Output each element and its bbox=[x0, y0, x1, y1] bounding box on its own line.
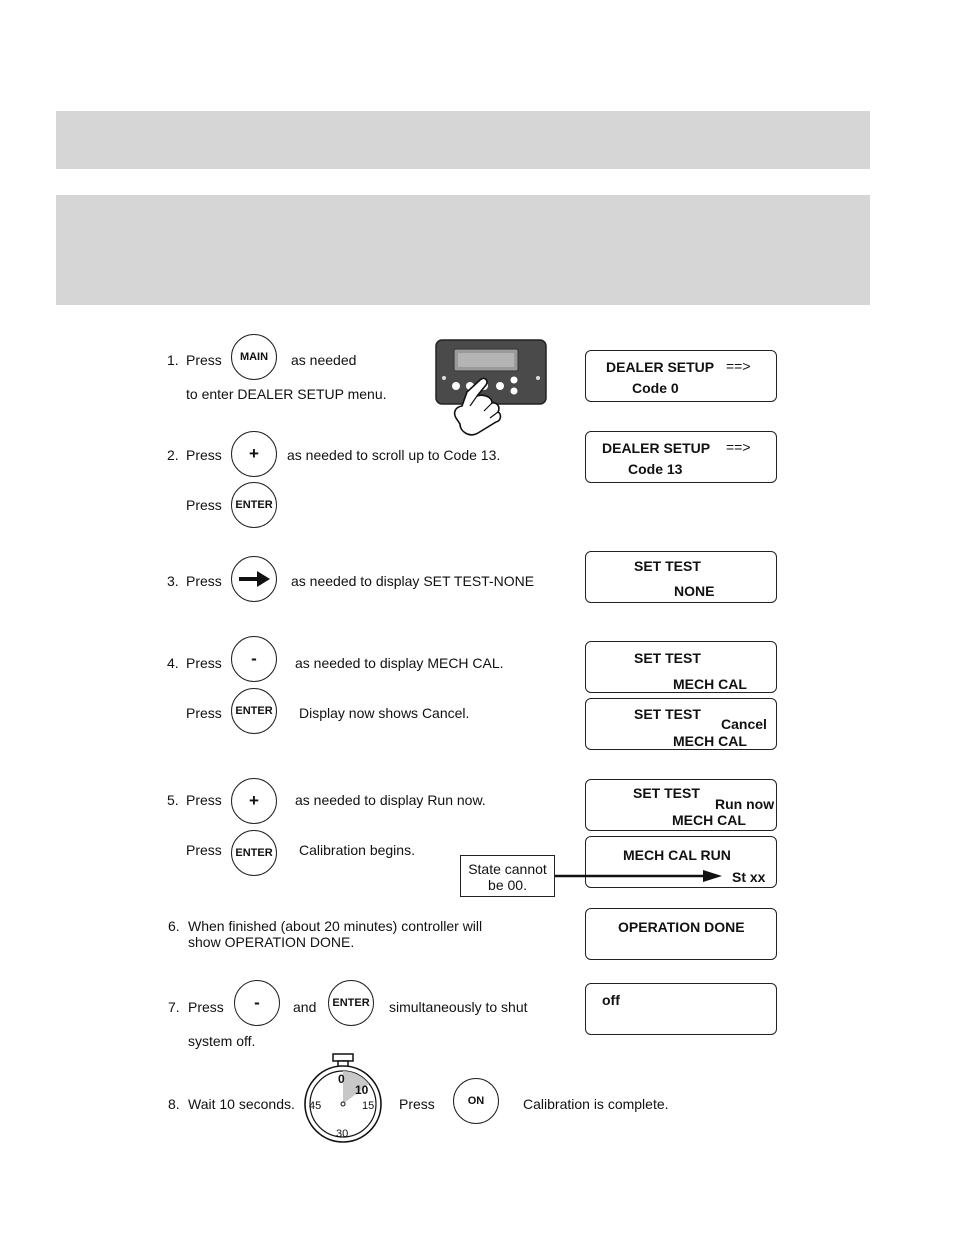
header-band-bottom bbox=[56, 195, 870, 305]
enter-button[interactable]: ENTER bbox=[231, 482, 277, 528]
controller-hand-icon bbox=[430, 336, 555, 441]
step-5-text2: Calibration begins. bbox=[299, 842, 415, 858]
display-off: off bbox=[585, 983, 777, 1035]
step-3-number: 3. bbox=[167, 573, 179, 589]
step-7-number: 7. bbox=[168, 999, 180, 1015]
step-2-number: 2. bbox=[167, 447, 179, 463]
enter-button[interactable]: ENTER bbox=[231, 688, 277, 734]
step-4-press: Press bbox=[186, 655, 222, 671]
enter-button[interactable]: ENTER bbox=[231, 830, 277, 876]
step-7-line2: system off. bbox=[188, 1033, 256, 1049]
timer-label-15: 15 bbox=[362, 1100, 375, 1112]
main-button[interactable]: MAIN bbox=[231, 334, 277, 380]
step-7-press: Press bbox=[188, 999, 224, 1015]
step-5-press: Press bbox=[186, 792, 222, 808]
header-band-top bbox=[56, 111, 870, 169]
step-5-number: 5. bbox=[167, 792, 179, 808]
step-1-press: Press bbox=[186, 352, 222, 368]
display-mech-cal-run: MECH CAL RUN St xx bbox=[585, 836, 777, 888]
minus-button[interactable]: - bbox=[231, 636, 277, 682]
display-dealer-setup-code13: DEALER SETUP ==> Code 13 bbox=[585, 431, 777, 483]
step-6-line1: When finished (about 20 minutes) controller will bbox=[188, 918, 483, 934]
display-dealer-setup-code0: DEALER SETUP ==> Code 0 bbox=[585, 350, 777, 402]
enter-button[interactable]: ENTER bbox=[328, 980, 374, 1026]
timer-label-45: 45 bbox=[309, 1100, 322, 1112]
state-note-line2: be 00. bbox=[488, 877, 527, 893]
display-set-test-mech-cal: SET TEST MECH CAL bbox=[585, 641, 777, 693]
step-2-press2: Press bbox=[186, 497, 222, 513]
step-1-number: 1. bbox=[167, 352, 179, 368]
state-note-box bbox=[460, 855, 555, 897]
state-note-line1: State cannot bbox=[468, 861, 547, 877]
right-arrow-icon bbox=[237, 569, 271, 589]
right-arrow-button[interactable] bbox=[231, 556, 277, 602]
step-8-wait: Wait 10 seconds. bbox=[188, 1096, 295, 1112]
step-6-number: 6. bbox=[168, 918, 180, 934]
display-set-test-run-now: SET TEST Run now MECH CAL bbox=[585, 779, 777, 831]
display-set-test-cancel: SET TEST Cancel MECH CAL bbox=[585, 698, 777, 750]
arrow-icon bbox=[555, 866, 725, 886]
step-4-press2: Press bbox=[186, 705, 222, 721]
step-1-text: as needed bbox=[291, 352, 357, 368]
timer-label-0: 0 bbox=[338, 1072, 345, 1086]
timer-label-10: 10 bbox=[355, 1083, 369, 1097]
display-operation-done: OPERATION DONE bbox=[585, 908, 777, 960]
step-8-press: Press bbox=[399, 1096, 435, 1112]
step-4-text: as needed to display MECH CAL. bbox=[295, 655, 504, 671]
step-1-line2: to enter DEALER SETUP menu. bbox=[186, 386, 387, 402]
on-button[interactable]: ON bbox=[453, 1078, 499, 1124]
timer-label-30: 30 bbox=[336, 1128, 349, 1140]
plus-button[interactable]: + bbox=[231, 778, 277, 824]
step-8-text: Calibration is complete. bbox=[523, 1096, 669, 1112]
step-3-text: as needed to display SET TEST-NONE bbox=[291, 573, 535, 589]
step-4-number: 4. bbox=[167, 655, 179, 671]
step-7-and: and bbox=[293, 999, 317, 1015]
step-5-text: as needed to display Run now. bbox=[295, 792, 486, 808]
plus-button[interactable]: + bbox=[231, 431, 277, 477]
step-5-press2: Press bbox=[186, 842, 222, 858]
display-set-test-none: SET TEST NONE bbox=[585, 551, 777, 603]
step-2-text: as needed to scroll up to Code 13. bbox=[287, 447, 501, 463]
minus-button[interactable]: - bbox=[234, 980, 280, 1026]
step-8-number: 8. bbox=[168, 1096, 180, 1112]
step-3-press: Press bbox=[186, 573, 222, 589]
step-7-text: simultaneously to shut bbox=[389, 999, 528, 1015]
step-6-line2: show OPERATION DONE. bbox=[188, 934, 355, 950]
step-2-press: Press bbox=[186, 447, 222, 463]
step-4-text2: Display now shows Cancel. bbox=[299, 705, 470, 721]
